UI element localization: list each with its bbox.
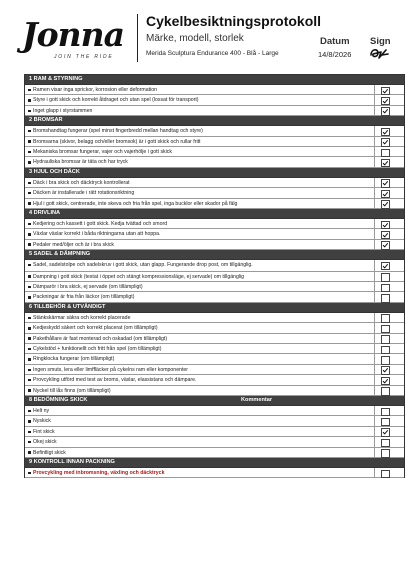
bike-info-heading: Märke, modell, storlek — [146, 33, 244, 44]
check-icon — [382, 232, 389, 239]
column-divider — [374, 386, 375, 395]
checklist-row — [25, 427, 404, 437]
checklist-item-label: Stänkskärmar säkra och korrekt placerade — [33, 314, 131, 321]
column-divider — [374, 354, 375, 363]
column-divider — [374, 157, 375, 166]
checklist-row — [25, 437, 404, 447]
logo-wordmark: Jonna — [22, 15, 124, 54]
checklist-row — [25, 354, 404, 364]
bullet-icon — [28, 348, 31, 351]
bullet-icon — [28, 110, 31, 113]
checkbox-checked[interactable] — [381, 138, 390, 147]
checklist-item-label: Befintligt skick — [33, 449, 66, 456]
checklist-row — [25, 219, 404, 229]
column-divider — [374, 437, 375, 446]
checklist-item-label: Kedjeskydd säkert och korrekt placerat (om tillämpligt) — [33, 325, 158, 332]
check-icon — [382, 201, 389, 208]
checkbox-unchecked[interactable] — [381, 335, 390, 344]
column-divider — [374, 416, 375, 425]
checklist-item-label: Fint skick — [33, 428, 55, 435]
bullet-icon — [28, 369, 31, 372]
checklist-table — [24, 74, 405, 478]
column-divider — [374, 406, 375, 415]
bullet-icon — [28, 161, 31, 164]
header-divider — [137, 14, 138, 62]
checklist-item-label: Sadel, sadelstolpe och sadelskruv i gott skick, utan glapp. Fungerande drop post, om tillgänglig. — [33, 262, 253, 269]
section-header — [25, 458, 404, 468]
section-header — [25, 396, 404, 406]
checklist-row — [25, 106, 404, 116]
checklist-row — [25, 386, 404, 396]
checklist-item-label: Provcykling utförd med test av broms, växlar, elassistans och dämpare. — [33, 377, 197, 384]
checklist-row — [25, 240, 404, 250]
column-divider — [374, 344, 375, 353]
checklist-item-label: Däck i bra skick och däcktryck kontrollerat — [33, 179, 130, 186]
checkbox-unchecked[interactable] — [381, 284, 390, 293]
section-header — [25, 303, 404, 313]
checklist-item-label: Helt ny — [33, 407, 50, 414]
checklist-item-label: Växlar växlar korrekt i båda riktningarna utan att hoppa. — [33, 231, 161, 238]
checklist-item-label: Dämparör i bra skick, ej servade (om tillämpligt) — [33, 284, 143, 291]
checklist-item-label: Styre i gott skick och korrekt åtdraget och utan spel (lossat för transport) — [33, 97, 199, 104]
bullet-icon — [28, 89, 31, 92]
checkbox-checked[interactable] — [381, 87, 390, 96]
check-icon — [382, 263, 389, 270]
checkbox-unchecked[interactable] — [381, 314, 390, 323]
checkbox-checked[interactable] — [381, 221, 390, 230]
section-header — [25, 250, 404, 260]
checkbox-unchecked[interactable] — [381, 273, 390, 282]
section-title: 8 BEDÖMNING SKICK — [29, 396, 88, 403]
column-divider — [374, 137, 375, 146]
checklist-row — [25, 344, 404, 354]
bullet-icon — [28, 431, 31, 434]
checklist-item-label: Kedjering och kassett i gott skick. Kedja tvättad och smord — [33, 220, 168, 227]
checklist-row — [25, 375, 404, 385]
checklist-row — [25, 188, 404, 198]
column-divider — [374, 334, 375, 343]
bullet-icon — [28, 451, 31, 454]
column-divider — [374, 229, 375, 238]
bullet-icon — [28, 202, 31, 205]
section-title: 6 TILLBEHÖR & UTVÄNDIGT — [29, 303, 106, 310]
checklist-item-label: Pedaler med/öljer och är i bra skick — [33, 241, 115, 248]
checkbox-checked[interactable] — [381, 159, 390, 168]
check-icon — [382, 160, 389, 167]
checklist-item-label: Mekaniska bromsar fungerar, vajer och vajerhölje i gott skick — [33, 148, 172, 155]
checkbox-checked[interactable] — [381, 428, 390, 437]
bullet-icon — [28, 130, 31, 133]
checkbox-checked[interactable] — [381, 241, 390, 250]
checklist-row — [25, 448, 404, 458]
check-icon — [382, 191, 389, 198]
checkbox-unchecked[interactable] — [381, 439, 390, 448]
bullet-icon — [28, 420, 31, 423]
column-divider — [374, 292, 375, 301]
checklist-item-label: Ringklocka fungerar (om tillämpligt) — [33, 356, 115, 363]
checkbox-unchecked[interactable] — [381, 294, 390, 303]
checklist-row — [25, 137, 404, 147]
checklist-item-label: Bromsarna (skivor, belagg och/eller bromsok) är i gott skick och rullar fritt — [33, 138, 201, 145]
bullet-icon — [28, 223, 31, 226]
bullet-icon — [28, 286, 31, 289]
checklist-row — [25, 260, 404, 272]
column-divider — [374, 313, 375, 322]
check-icon — [382, 222, 389, 229]
checklist-row — [25, 334, 404, 344]
checklist-row — [25, 147, 404, 157]
column-divider — [374, 323, 375, 332]
bullet-icon — [28, 379, 31, 382]
bullet-icon — [28, 233, 31, 236]
column-divider — [374, 375, 375, 384]
bullet-icon — [28, 140, 31, 143]
checklist-item-label: Ingen smuts, lera eller limffläcker på cykelns ram eller komponenter — [33, 366, 189, 373]
bullet-icon — [28, 410, 31, 413]
logo-tagline: JOIN THE RIDE — [54, 54, 114, 60]
column-divider — [374, 272, 375, 281]
section-title: 1 RAM & STYRNING — [29, 76, 83, 82]
checklist-item-label: Packningar är fria från läckor (om tillämpligt) — [33, 294, 135, 301]
checklist-row — [25, 272, 404, 282]
checklist-row — [25, 85, 404, 95]
section-header — [25, 116, 404, 126]
checkbox-checked[interactable] — [381, 262, 390, 271]
brand-logo — [22, 16, 130, 64]
checklist-row — [25, 416, 404, 426]
check-icon — [382, 378, 389, 385]
column-divider — [374, 126, 375, 135]
checkbox-unchecked[interactable] — [381, 418, 390, 427]
checklist-item-label: Okej skick — [33, 439, 57, 446]
column-divider — [374, 178, 375, 187]
column-divider — [374, 219, 375, 228]
checkbox-checked[interactable] — [381, 200, 390, 209]
column-divider — [374, 188, 375, 197]
checklist-item-label: Nyckel till lås finns (om tillämpligt) — [33, 387, 111, 394]
comment-column-header: Kommentar — [241, 396, 273, 403]
section-header — [25, 209, 404, 219]
checkbox-checked[interactable] — [381, 190, 390, 199]
checklist-row — [25, 468, 404, 478]
bullet-icon — [28, 358, 31, 361]
checkbox-unchecked[interactable] — [381, 470, 390, 479]
checkbox-checked[interactable] — [381, 97, 390, 106]
bullet-icon — [28, 264, 31, 267]
bullet-icon — [28, 275, 31, 278]
checkbox-unchecked[interactable] — [381, 356, 390, 365]
sign-label: Sign — [370, 36, 391, 47]
bullet-icon — [28, 472, 31, 475]
checklist-item-label: Bromshandtag fungerar (spel minst fingerbredd mellan handtag och styre) — [33, 128, 203, 135]
checklist-item-label: Däcken är installerade i rätt rotationsriktning — [33, 190, 135, 197]
column-divider — [374, 95, 375, 104]
date-value: 14/8/2026 — [318, 50, 352, 59]
column-divider — [374, 106, 375, 115]
column-divider — [374, 147, 375, 156]
checklist-row — [25, 282, 404, 292]
column-divider — [374, 282, 375, 291]
checklist-item-label: Dampning i gott skick (testat i öppet och stängt kompressionsläge, ej servade) om tillgänglig — [33, 273, 245, 280]
check-icon — [382, 88, 389, 95]
checklist-item-label: Hydrauliska bromsar är täta och har tryck — [33, 159, 128, 166]
document-title: Cykelbesiktningsprotokoll — [146, 13, 322, 29]
checkbox-checked[interactable] — [381, 179, 390, 188]
checkbox-unchecked[interactable] — [381, 408, 390, 417]
section-title: 3 HJUL OCH DÄCK — [29, 168, 80, 175]
checklist-item-label: Provcykling med inbromsning, växling och däcktryck — [33, 469, 165, 476]
date-label: Datum — [320, 36, 350, 47]
check-icon — [382, 180, 389, 187]
checkbox-unchecked[interactable] — [381, 346, 390, 355]
bullet-icon — [28, 192, 31, 195]
checkbox-checked[interactable] — [381, 366, 390, 375]
checklist-row — [25, 292, 404, 302]
column-divider — [374, 365, 375, 374]
section-title: 9 KONTROLL INNAN PACKNING — [29, 458, 115, 465]
checklist-row — [25, 323, 404, 333]
check-icon — [382, 367, 389, 374]
column-divider — [374, 260, 375, 271]
checklist-item-label: Ramen visar inga sprickor, korrosion eller deformation — [33, 87, 157, 93]
check-icon — [382, 108, 389, 115]
bullet-icon — [28, 99, 31, 102]
bullet-icon — [28, 243, 31, 246]
checklist-row — [25, 313, 404, 323]
column-divider — [374, 240, 375, 249]
checkbox-checked[interactable] — [381, 128, 390, 137]
bullet-icon — [28, 182, 31, 185]
checklist-row — [25, 126, 404, 136]
column-divider — [374, 448, 375, 457]
check-icon — [382, 242, 389, 249]
check-icon — [382, 429, 389, 436]
checklist-row — [25, 229, 404, 239]
signature-mark — [368, 46, 390, 60]
bullet-icon — [28, 317, 31, 320]
column-divider — [374, 85, 375, 94]
checklist-row — [25, 199, 404, 209]
bullet-icon — [28, 151, 31, 154]
checklist-row — [25, 406, 404, 416]
section-header — [25, 168, 404, 178]
checkbox-unchecked[interactable] — [381, 149, 390, 158]
checkbox-checked[interactable] — [381, 377, 390, 386]
section-header — [25, 75, 404, 85]
check-icon — [382, 139, 389, 146]
checkbox-checked[interactable] — [381, 107, 390, 116]
bullet-icon — [28, 296, 31, 299]
bullet-icon — [28, 389, 31, 392]
column-divider — [374, 199, 375, 208]
check-icon — [382, 98, 389, 105]
checklist-item-label: Inget glapp i styrstammen — [33, 107, 93, 114]
checklist-row — [25, 365, 404, 375]
column-divider — [374, 468, 375, 477]
checklist-item-label: Nyskick — [33, 418, 51, 425]
checkbox-unchecked[interactable] — [381, 387, 390, 396]
checklist-row — [25, 157, 404, 167]
column-divider — [374, 427, 375, 436]
bike-model-value: Merida Sculptura Endurance 400 - Blå - Large — [146, 50, 279, 57]
bullet-icon — [28, 327, 31, 330]
checklist-item-label: Cykelstöd + funktionellt och fritt från spel (om tillämpligt) — [33, 346, 162, 353]
bullet-icon — [28, 337, 31, 340]
bullet-icon — [28, 441, 31, 444]
checklist-item-label: Hjul i gott skick, centrerade, inte skeva och fria från spel, inga bucklor eller skador på fälg — [33, 200, 238, 207]
section-title: 4 DRIVLINA — [29, 209, 61, 216]
checklist-row — [25, 95, 404, 105]
section-title: 2 BROMSAR — [29, 117, 63, 124]
checklist-row — [25, 178, 404, 188]
checkbox-checked[interactable] — [381, 231, 390, 240]
section-title: 5 SADEL & DÄMPNING — [29, 251, 91, 258]
checklist-item-label: Pakethållare är fast monterad och oskadad (om tillämpligt) — [33, 335, 168, 342]
checkbox-unchecked[interactable] — [381, 449, 390, 458]
checkbox-unchecked[interactable] — [381, 325, 390, 334]
check-icon — [382, 129, 389, 136]
